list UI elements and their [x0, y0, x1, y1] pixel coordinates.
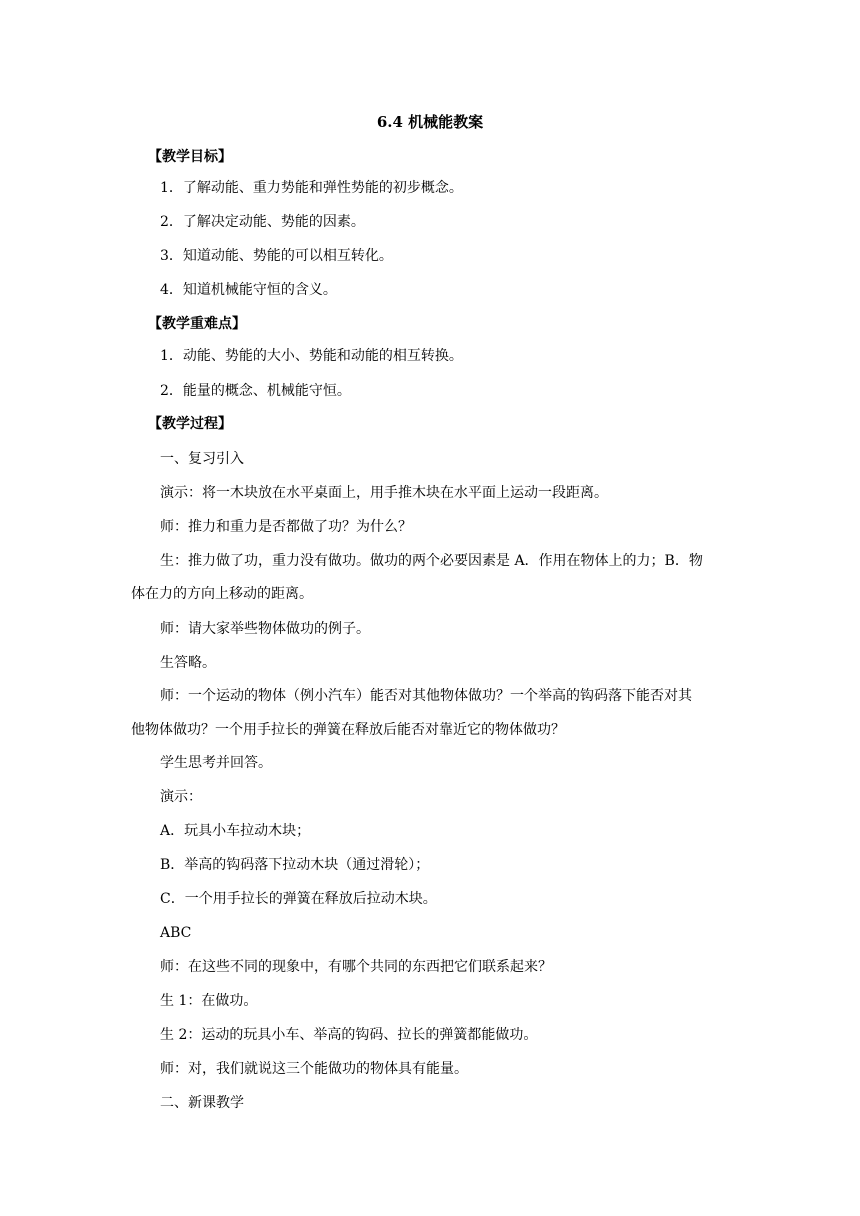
- paragraph-teacher-question-1: 师：推力和重力是否都做了功？为什么？: [160, 519, 412, 535]
- objective-3: 3．知道动能、势能的可以相互转化。: [160, 248, 393, 264]
- paragraph-demo-1: 演示：将一木块放在水平桌面上，用手推木块在水平面上运动一段距离。: [160, 485, 608, 501]
- demo-item-c: C．一个用手拉长的弹簧在释放后拉动木块。: [160, 891, 437, 907]
- paragraph-teacher-question-3-cont: 他物体做功？一个用手拉长的弹簧在释放后能否对靠近它的物体做功？: [131, 722, 565, 738]
- paragraph-student-answer-2: 生答略。: [160, 655, 216, 671]
- demo-label-abc: ABC: [160, 925, 192, 941]
- document-title: 6.4 机械能教案: [376, 113, 484, 131]
- paragraph-student-1: 生 1：在做功。: [160, 993, 258, 1009]
- paragraph-teacher-conclusion: 师：对，我们就说这三个能做功的物体具有能量。: [160, 1061, 468, 1077]
- objective-1: 1．了解动能、重力势能和弹性势能的初步概念。: [160, 180, 463, 196]
- paragraph-student-answer-1-cont: 体在力的方向上移动的距离。: [131, 586, 313, 602]
- key-point-1: 1．动能、势能的大小、势能和动能的相互转换。: [160, 348, 463, 364]
- key-point-2: 2．能量的概念、机械能守恒。: [160, 383, 351, 399]
- paragraph-teacher-question-4: 师：在这些不同的现象中，有哪个共同的东西把它们联系起来？: [160, 959, 552, 975]
- section-new-lesson: 二、新课教学: [160, 1095, 244, 1111]
- paragraph-review-intro: 一、复习引入: [160, 451, 244, 467]
- paragraph-demo-2: 演示：: [160, 789, 202, 805]
- section-heading-objectives: 【教学目标】: [148, 149, 232, 165]
- demo-item-a: A．玩具小车拉动木块；: [160, 823, 311, 839]
- section-heading-key-points: 【教学重难点】: [148, 316, 246, 332]
- paragraph-teacher-question-2: 师：请大家举些物体做功的例子。: [160, 621, 370, 637]
- paragraph-student-2: 生 2：运动的玩具小车、举高的钩码、拉长的弹簧都能做功。: [160, 1027, 538, 1043]
- demo-item-b: B．举高的钩码落下拉动木块（通过滑轮）；: [160, 857, 430, 873]
- paragraph-student-answer-1: 生：推力做了功，重力没有做功。做功的两个必要因素是 A．作用在物体上的力；B．物: [160, 553, 703, 569]
- section-heading-process: 【教学过程】: [148, 416, 232, 432]
- objective-2: 2．了解决定动能、势能的因素。: [160, 214, 365, 230]
- paragraph-teacher-question-3: 师：一个运动的物体（例小汽车）能否对其他物体做功？一个举高的钩码落下能否对其: [160, 688, 692, 704]
- paragraph-student-think: 学生思考并回答。: [160, 755, 272, 771]
- objective-4: 4．知道机械能守恒的含义。: [160, 282, 337, 298]
